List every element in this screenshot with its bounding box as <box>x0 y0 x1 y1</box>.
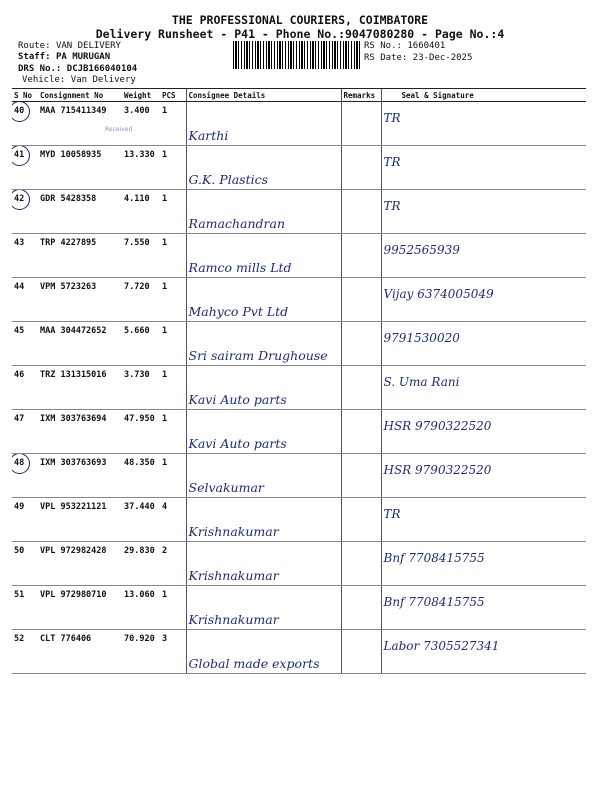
drs-value: DCJB166040104 <box>66 64 138 74</box>
barcode-image <box>233 41 361 69</box>
remarks-cell <box>341 366 381 410</box>
signature-cell <box>381 190 586 234</box>
signature-handwriting: TR <box>383 507 401 521</box>
signature-cell <box>381 278 586 322</box>
sno-cell <box>12 278 38 322</box>
consignment-value: GDR 5428358 <box>40 194 97 204</box>
remarks-cell <box>341 190 381 234</box>
consignment-cell <box>38 278 122 322</box>
consignment-value: VPL 972982428 <box>40 546 107 556</box>
signature-cell <box>381 234 586 278</box>
weight-value: 3.400 <box>124 106 150 116</box>
table-row <box>12 366 586 410</box>
consignee-handwriting: Mahyco Pvt Ltd <box>188 304 289 319</box>
weight-cell <box>122 190 160 234</box>
consignment-cell <box>38 366 122 410</box>
signature-handwriting: TR <box>383 199 401 213</box>
weight-cell <box>122 542 160 586</box>
rs-date-value: 23-Dec-2025 <box>412 53 473 63</box>
received-stamp: Received <box>105 126 133 133</box>
weight-value: 47.950 <box>124 414 155 424</box>
weight-value: 70.920 <box>124 634 155 644</box>
sno-cell <box>12 454 38 498</box>
remarks-cell <box>341 586 381 630</box>
remarks-cell <box>341 454 381 498</box>
consignment-cell <box>38 410 122 454</box>
col-signature: Seal & Signature <box>381 89 586 102</box>
sno-value: 44 <box>14 282 25 292</box>
sno-value: 46 <box>14 370 25 380</box>
consignee-handwriting: Global made exports <box>188 656 320 671</box>
signature-cell <box>381 366 586 410</box>
table-row <box>12 454 586 498</box>
sno-cell <box>12 234 38 278</box>
signature-cell <box>381 630 586 674</box>
remarks-cell <box>341 498 381 542</box>
sno-cell <box>12 542 38 586</box>
col-consignment: Consignment No <box>38 89 122 102</box>
rs-no-line <box>364 41 445 52</box>
consignee-handwriting: Kavi Auto parts <box>188 436 287 451</box>
pcs-cell <box>160 410 186 454</box>
weight-cell <box>122 630 160 674</box>
pcs-value: 1 <box>162 238 168 248</box>
pcs-value: 3 <box>162 634 168 644</box>
consignee-handwriting: Ramachandran <box>188 216 285 231</box>
consignee-cell <box>186 630 341 674</box>
consignment-cell <box>38 498 122 542</box>
rs-no-value: 1660401 <box>407 41 446 51</box>
weight-value: 3.730 <box>124 370 150 380</box>
rs-no-label: RS No.: <box>364 41 402 51</box>
table-row <box>12 190 586 234</box>
remarks-cell <box>341 278 381 322</box>
sno-value: 48 <box>14 458 25 468</box>
consignment-cell <box>38 586 122 630</box>
weight-value: 4.110 <box>124 194 150 204</box>
signature-cell <box>381 146 586 190</box>
sno-cell <box>12 102 38 146</box>
consignee-cell <box>186 454 341 498</box>
table-row <box>12 498 586 542</box>
signature-handwriting: HSR 9790322520 <box>383 419 492 433</box>
table-body <box>12 102 586 674</box>
remarks-cell <box>341 542 381 586</box>
table-row <box>12 146 586 190</box>
consignee-handwriting: Selvakumar <box>188 480 264 495</box>
consignment-value: VPL 953221121 <box>40 502 107 512</box>
consignee-cell <box>186 410 341 454</box>
weight-cell <box>122 322 160 366</box>
runsheet-subtitle: Delivery Runsheet - P41 - Phone No.:9047080280 - Page No.:4 <box>95 27 505 41</box>
sno-value: 42 <box>14 194 25 204</box>
col-pcs: PCS <box>160 89 186 102</box>
remarks-cell <box>341 410 381 454</box>
consignee-handwriting: Krishnakumar <box>188 612 279 627</box>
pcs-value: 1 <box>162 590 168 600</box>
route-line <box>18 41 121 52</box>
consignee-handwriting: Krishnakumar <box>188 568 279 583</box>
consignment-value: CLT 776406 <box>40 634 92 644</box>
consignment-value: IXM 303763694 <box>40 414 107 424</box>
consignment-value: MAA 715411349 <box>40 106 107 116</box>
consignee-cell <box>186 542 341 586</box>
pcs-cell <box>160 190 186 234</box>
sno-cell <box>12 146 38 190</box>
signature-cell <box>381 498 586 542</box>
signature-handwriting: 9952565939 <box>383 243 460 257</box>
vehicle-line <box>22 75 136 86</box>
consignee-cell <box>186 102 341 146</box>
sno-value: 47 <box>14 414 25 424</box>
weight-cell <box>122 410 160 454</box>
weight-value: 13.060 <box>124 590 155 600</box>
consignee-cell <box>186 498 341 542</box>
runsheet-table <box>12 88 586 674</box>
pcs-value: 1 <box>162 194 168 204</box>
col-sno: S No <box>12 89 38 102</box>
consignee-cell <box>186 278 341 322</box>
weight-value: 48.350 <box>124 458 155 468</box>
remarks-cell <box>341 322 381 366</box>
col-weight: Weight <box>122 89 160 102</box>
weight-value: 5.660 <box>124 326 150 336</box>
signature-cell <box>381 322 586 366</box>
vehicle-label: Vehicle: <box>22 75 66 85</box>
sno-cell <box>12 366 38 410</box>
consignee-cell <box>186 322 341 366</box>
company-title: THE PROFESSIONAL COURIERS, COIMBATORE <box>171 13 429 27</box>
pcs-value: 1 <box>162 326 168 336</box>
consignment-value: TRZ 131315016 <box>40 370 107 380</box>
sno-value: 50 <box>14 546 25 556</box>
consignment-value: IXM 303763693 <box>40 458 107 468</box>
sno-cell <box>12 498 38 542</box>
consignment-cell <box>38 234 122 278</box>
table-row <box>12 542 586 586</box>
rs-date-label: RS Date: <box>364 53 408 63</box>
consignment-cell <box>38 322 122 366</box>
table-row <box>12 322 586 366</box>
consignee-cell <box>186 366 341 410</box>
sno-value: 45 <box>14 326 25 336</box>
consignee-handwriting: Sri sairam Drughouse <box>188 348 328 363</box>
signature-cell <box>381 102 586 146</box>
pcs-cell <box>160 278 186 322</box>
weight-value: 7.550 <box>124 238 150 248</box>
consignee-handwriting: G.K. Plastics <box>188 172 269 187</box>
col-remarks: Remarks <box>341 89 381 102</box>
drs-label: DRS No.: <box>18 64 62 74</box>
table-row <box>12 630 586 674</box>
consignment-cell <box>38 542 122 586</box>
signature-handwriting: TR <box>383 111 401 125</box>
consignment-value: VPM 5723263 <box>40 282 97 292</box>
pcs-value: 1 <box>162 282 168 292</box>
table-row <box>12 102 586 146</box>
sno-value: 51 <box>14 590 25 600</box>
vehicle-value: Van Delivery <box>70 75 136 85</box>
sno-value: 43 <box>14 238 25 248</box>
signature-cell <box>381 410 586 454</box>
pcs-cell <box>160 234 186 278</box>
signature-handwriting: HSR 9790322520 <box>383 463 492 477</box>
weight-cell <box>122 146 160 190</box>
consignment-cell <box>38 146 122 190</box>
consignee-cell <box>186 234 341 278</box>
sno-cell <box>12 190 38 234</box>
pcs-value: 1 <box>162 106 168 116</box>
signature-handwriting: S. Uma Rani <box>383 375 460 389</box>
table-row <box>12 586 586 630</box>
remarks-cell <box>341 102 381 146</box>
weight-cell <box>122 278 160 322</box>
signature-handwriting: TR <box>383 155 401 169</box>
weight-cell <box>122 586 160 630</box>
sno-value: 49 <box>14 502 25 512</box>
signature-cell <box>381 586 586 630</box>
signature-handwriting: Bnf 7708415755 <box>383 595 485 609</box>
sno-cell <box>12 586 38 630</box>
sno-cell <box>12 410 38 454</box>
consignee-handwriting: Krishnakumar <box>188 524 279 539</box>
signature-handwriting: Vijay 6374005049 <box>383 287 494 301</box>
drs-line <box>18 64 137 75</box>
signature-handwriting: Bnf 7708415755 <box>383 551 485 565</box>
table-row <box>12 278 586 322</box>
weight-value: 37.440 <box>124 502 155 512</box>
consignment-value: MAA 304472652 <box>40 326 107 336</box>
weight-value: 7.720 <box>124 282 150 292</box>
weight-cell <box>122 102 160 146</box>
weight-cell <box>122 498 160 542</box>
sno-value: 41 <box>14 150 25 160</box>
consignee-handwriting: Karthi <box>188 128 229 143</box>
pcs-value: 1 <box>162 458 168 468</box>
consignee-handwriting: Ramco mills Ltd <box>188 260 292 275</box>
consignment-cell <box>38 102 122 146</box>
pcs-cell <box>160 146 186 190</box>
signature-handwriting: Labor 7305527341 <box>383 639 500 653</box>
sno-value: 40 <box>14 106 25 116</box>
consignee-cell <box>186 146 341 190</box>
pcs-cell <box>160 102 186 146</box>
table-header-row <box>12 89 586 102</box>
signature-handwriting: 9791530020 <box>383 331 460 345</box>
rs-date-line <box>364 53 472 64</box>
route-label: Route: <box>18 41 51 51</box>
weight-cell <box>122 454 160 498</box>
pcs-value: 1 <box>162 370 168 380</box>
consignment-value: VPL 972980710 <box>40 590 107 600</box>
remarks-cell <box>341 630 381 674</box>
col-consignee: Consignee Details <box>186 89 341 102</box>
sno-cell <box>12 630 38 674</box>
consignee-cell <box>186 586 341 630</box>
pcs-cell <box>160 454 186 498</box>
sno-cell <box>12 322 38 366</box>
consignment-cell <box>38 190 122 234</box>
weight-cell <box>122 366 160 410</box>
sno-value: 52 <box>14 634 25 644</box>
signature-cell <box>381 542 586 586</box>
consignment-cell <box>38 630 122 674</box>
pcs-cell <box>160 322 186 366</box>
pcs-value: 4 <box>162 502 168 512</box>
route-value: VAN DELIVERY <box>55 41 121 51</box>
table-row <box>12 410 586 454</box>
staff-label: Staff: <box>18 52 51 62</box>
consignment-value: MYD 10058935 <box>40 150 102 160</box>
consignment-value: TRP 4227895 <box>40 238 97 248</box>
remarks-cell <box>341 234 381 278</box>
pcs-cell <box>160 586 186 630</box>
consignee-handwriting: Kavi Auto parts <box>188 392 287 407</box>
table-row <box>12 234 586 278</box>
staff-value: PA MURUGAN <box>55 52 111 62</box>
pcs-cell <box>160 630 186 674</box>
pcs-value: 1 <box>162 150 168 160</box>
weight-value: 29.830 <box>124 546 155 556</box>
staff-line <box>18 52 110 63</box>
pcs-value: 2 <box>162 546 168 556</box>
remarks-cell <box>341 146 381 190</box>
signature-cell <box>381 454 586 498</box>
pcs-cell <box>160 498 186 542</box>
consignee-cell <box>186 190 341 234</box>
pcs-cell <box>160 366 186 410</box>
consignment-cell <box>38 454 122 498</box>
weight-value: 13.330 <box>124 150 155 160</box>
pcs-value: 1 <box>162 414 168 424</box>
weight-cell <box>122 234 160 278</box>
pcs-cell <box>160 542 186 586</box>
